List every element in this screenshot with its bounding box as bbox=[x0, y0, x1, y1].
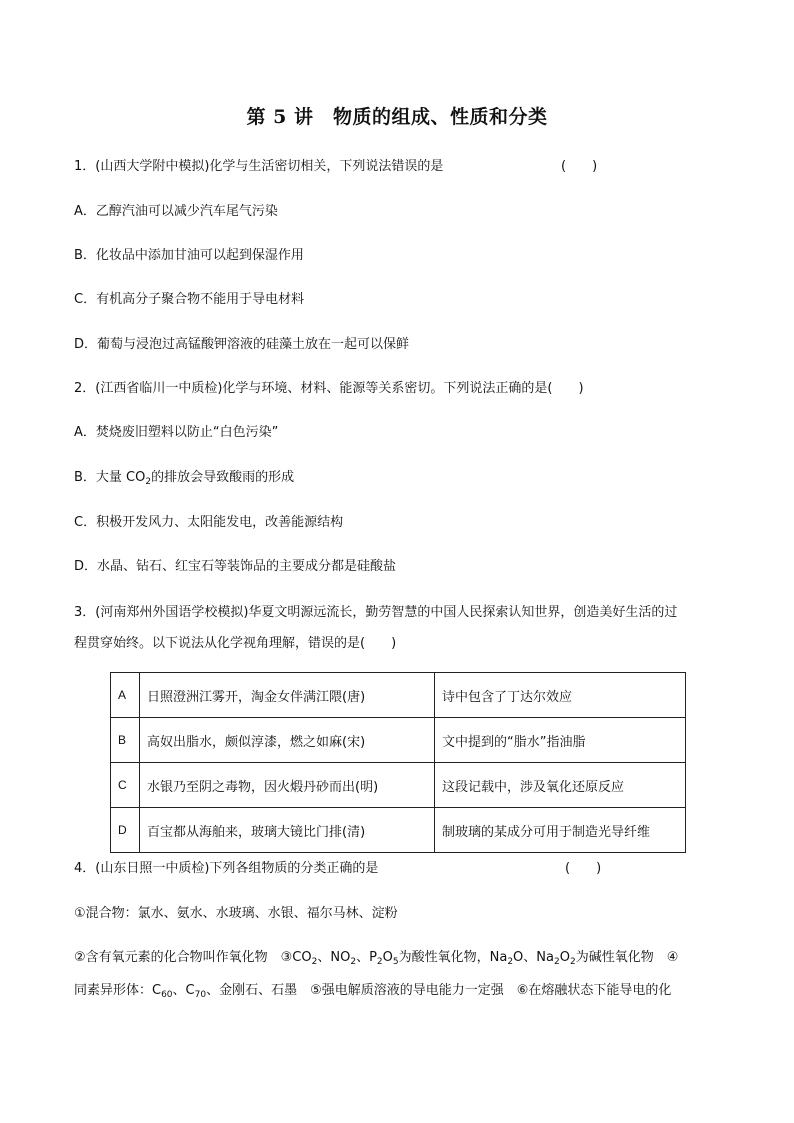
option-note: 制玻璃的某成分可用于制造光导纤维 bbox=[435, 808, 686, 853]
option-letter: A bbox=[111, 673, 140, 718]
question-1-option-b: B．化妆品中添加甘油可以起到保湿作用 bbox=[74, 248, 304, 263]
option-text: 高奴出脂水，颇似淳漆，燃之如麻(宋) bbox=[140, 718, 435, 763]
question-4-items-4-6 bbox=[74, 982, 671, 1000]
option-text: 百宝都从海舶来，玻璃大镜比门排(清) bbox=[140, 808, 435, 853]
text-part: 为酸性氧化物，Na bbox=[398, 950, 508, 965]
question-4-answer-blank: ( ) bbox=[565, 861, 602, 876]
subscript: 2 bbox=[145, 477, 152, 487]
option-note: 诗中包含了丁达尔效应 bbox=[435, 673, 686, 718]
subscript: 60 bbox=[161, 990, 173, 1000]
question-4-items-2-4 bbox=[74, 949, 678, 967]
question-3-stem-line-2: 程贯穿始终。以下说法从化学视角理解，错误的是( ) bbox=[74, 636, 397, 651]
question-2-option-b bbox=[74, 469, 294, 487]
text-part: 同素异形体：C bbox=[74, 983, 162, 998]
subscript: 70 bbox=[194, 990, 207, 1000]
subscript: 2 bbox=[569, 957, 576, 967]
table-row bbox=[111, 673, 686, 718]
question-2-option-c: C．积极开发风力、太阳能发电，改善能源结构 bbox=[74, 515, 344, 530]
question-2-option-a: A．焚烧废旧塑料以防止“白色污染” bbox=[74, 425, 279, 440]
option-note: 文中提到的“脂水”指油脂 bbox=[435, 718, 686, 763]
text-part: O bbox=[382, 950, 393, 965]
question-4-item-1: ①混合物：氯水、氨水、水玻璃、水银、福尔马林、淀粉 bbox=[74, 906, 398, 921]
subscript: 2 bbox=[350, 957, 357, 967]
option-letter: B bbox=[111, 718, 140, 763]
table-row bbox=[111, 808, 686, 853]
question-1-answer-blank: ( ) bbox=[561, 159, 598, 174]
text-part: 、P bbox=[356, 950, 377, 965]
subscript: 2 bbox=[553, 957, 560, 967]
subscript: 2 bbox=[311, 957, 318, 967]
question-1-option-c: C．有机高分子聚合物不能用于导电材料 bbox=[74, 292, 305, 307]
question-4-stem: 4．(山东日照一中质检)下列各组物质的分类正确的是 bbox=[74, 861, 379, 876]
option-text: 日照澄洲江雾开，淘金女伴满江隈(唐) bbox=[140, 673, 435, 718]
subscript: 2 bbox=[507, 957, 514, 967]
text-part: 、金刚石、石墨 ⑤强电解质溶液的导电能力一定强 ⑥在熔融状态下能导电的化 bbox=[206, 983, 672, 998]
option-letter: C bbox=[111, 763, 140, 808]
text-part: O、Na bbox=[513, 950, 554, 965]
option-text: 水银乃至阴之毒物，因火煅丹砂而出(明) bbox=[140, 763, 435, 808]
text-part: ②含有氧元素的化合物叫作氧化物 ③CO bbox=[74, 950, 312, 965]
question-2-stem: 2．(江西省临川一中质检)化学与环境、材料、能源等关系密切。下列说法正确的是( ) bbox=[74, 381, 584, 396]
subscript: 5 bbox=[392, 957, 399, 967]
question-3-options-table bbox=[110, 672, 686, 853]
question-1-option-a: A．乙醇汽油可以减少汽车尾气污染 bbox=[74, 204, 278, 219]
question-2-option-d: D．水晶、钻石、红宝石等装饰品的主要成分都是硅酸盐 bbox=[74, 559, 397, 574]
question-1-stem: 1．(山西大学附中模拟)化学与生活密切相关，下列说法错误的是 bbox=[74, 159, 444, 174]
question-3-stem-line-1: 3．(河南郑州外国语学校模拟)华夏文明源远流长，勤劳智慧的中国人民探索认知世界，创造美好生活的过 bbox=[74, 605, 678, 620]
option-note: 这段记载中，涉及氧化还原反应 bbox=[435, 763, 686, 808]
text-part: 、NO bbox=[317, 950, 351, 965]
text-part: O bbox=[559, 950, 570, 965]
question-2-option-b-part: 的排放会导致酸雨的形成 bbox=[151, 470, 295, 485]
question-1-option-d: D．葡萄与浸泡过高锰酸钾溶液的硅藻土放在一起可以保鲜 bbox=[74, 337, 410, 352]
table-row bbox=[111, 763, 686, 808]
option-letter: D bbox=[111, 808, 140, 853]
text-part: 为碱性氧化物 ④ bbox=[575, 950, 679, 965]
page-title: 第 5 讲 物质的组成、性质和分类 bbox=[246, 106, 548, 128]
table-row bbox=[111, 718, 686, 763]
text-part: 、C bbox=[172, 983, 195, 998]
question-2-option-b-part: B．大量 CO bbox=[74, 470, 146, 485]
subscript: 2 bbox=[376, 957, 383, 967]
